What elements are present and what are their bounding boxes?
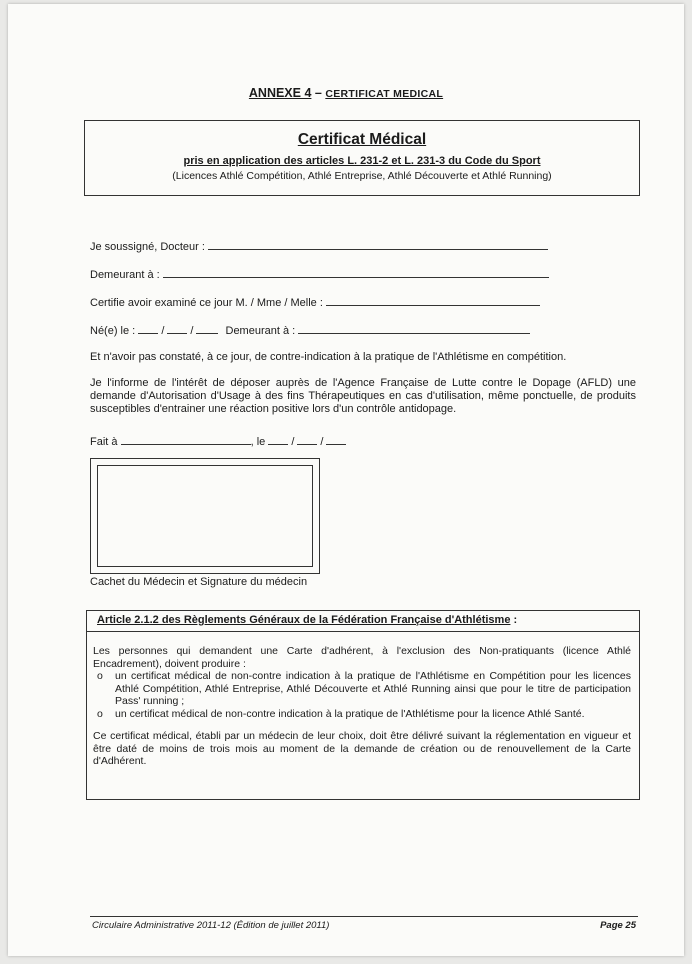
residence-line	[90, 268, 549, 281]
residence-label: Demeurant à :	[90, 269, 160, 281]
born-label: Né(e) le :	[90, 325, 136, 337]
bullet-mark: o	[97, 707, 103, 720]
annex-dash: –	[311, 86, 326, 100]
certificate-subtitle: pris en application des articles L. 231-2 et L. 231-3 du Code du Sport	[183, 155, 541, 167]
article-title	[97, 614, 517, 626]
on-label: , le	[250, 436, 266, 448]
done-at-line: Fait à , le / /	[90, 435, 346, 448]
birth-month-field[interactable]	[167, 324, 187, 334]
list-item	[93, 670, 631, 708]
annex-title: CERTIFICAT MEDICAL	[325, 88, 444, 100]
article-intro: Les personnes qui demandent une Carte d'adhérent, à l'exclusion des Non-pratiquants (licence Athlé Encadrement), doivent produire :	[93, 645, 631, 670]
examined-field[interactable]	[326, 296, 540, 306]
list-item	[93, 708, 631, 721]
no-contraindication-statement: Et n'avoir pas constaté, à ce jour, de contre-indication à la pratique de l'Athlétisme en compétition.	[90, 351, 567, 363]
annex-prefix: ANNEXE 4	[248, 86, 312, 100]
done-at-label: Fait à	[90, 436, 118, 448]
born-residence-field[interactable]	[298, 324, 530, 334]
stamp-caption: Cachet du Médecin et Signature du médecin	[90, 576, 308, 588]
doctor-line	[90, 240, 548, 253]
date-month-field[interactable]	[297, 435, 317, 445]
annex-heading	[8, 86, 684, 100]
afld-information: Je l'informe de l'intérêt de déposer auprès de l'Agence Française de Lutte contre le Dopage (AFLD) une demande d'Autorisation d'Usage à des fins Thérapeutiques en cas d'utilisation, même ponctuelle, de produits susceptibles d'entrainer une réaction positive lors d'un contrôle antidopage.	[90, 377, 636, 415]
article-body	[93, 645, 631, 768]
done-at-field[interactable]	[121, 435, 251, 445]
article-title-text: Article 2.1.2 des Règlements Généraux de la Fédération Française d'Athlétisme	[97, 614, 511, 626]
date-day-field[interactable]	[268, 435, 288, 445]
certificate-title: Certificat Médical	[297, 131, 427, 148]
birth-line: Né(e) le : / / Demeurant à :	[90, 324, 530, 337]
certificate-header-box	[84, 120, 640, 196]
document-page	[8, 4, 684, 956]
article-header	[87, 611, 639, 632]
residence-field[interactable]	[163, 268, 549, 278]
article-closing: Ce certificat médical, établi par un médecin de leur choix, doit être délivré suivant la réglementation en vigueur et être daté de moins de trois mois au moment de la demande de création ou de renouvellement de la Carte d'Adhérent.	[93, 730, 631, 767]
birth-day-field[interactable]	[138, 324, 158, 334]
article-box	[86, 610, 640, 800]
bullet-text: un certificat médical de non-contre indication à la pratique de l'Athlétisme pour la licence Athlé Santé.	[115, 707, 585, 720]
stamp-signature-box[interactable]	[90, 458, 320, 574]
footer-divider	[90, 916, 638, 917]
bullet-text: un certificat médical de non-contre indication à la pratique de l'Athlétisme en Compétition pour les licences Athlé Compétition, Athlé Entreprise, Athlé Découverte et Athlé Running ainsi que pour le titre de participation Pass' running ;	[115, 670, 631, 707]
footer-publication: Circulaire Administrative 2011-12 (Édition de juillet 2011)	[92, 920, 330, 931]
doctor-field[interactable]	[208, 240, 548, 250]
article-title-suffix: :	[510, 614, 518, 626]
born-residence-label: Demeurant à :	[225, 325, 296, 337]
stamp-signature-area	[97, 465, 313, 567]
examined-label: Certifie avoir examiné ce jour M. / Mme / Melle :	[90, 297, 323, 309]
certificate-licences: (Licences Athlé Compétition, Athlé Entreprise, Athlé Découverte et Athlé Running)	[172, 170, 552, 182]
birth-year-field[interactable]	[196, 324, 218, 334]
bullet-mark: o	[97, 670, 103, 682]
doctor-label: Je soussigné, Docteur :	[90, 241, 205, 253]
examined-line	[90, 296, 540, 309]
date-year-field[interactable]	[326, 435, 346, 445]
page-number: Page 25	[600, 920, 636, 931]
